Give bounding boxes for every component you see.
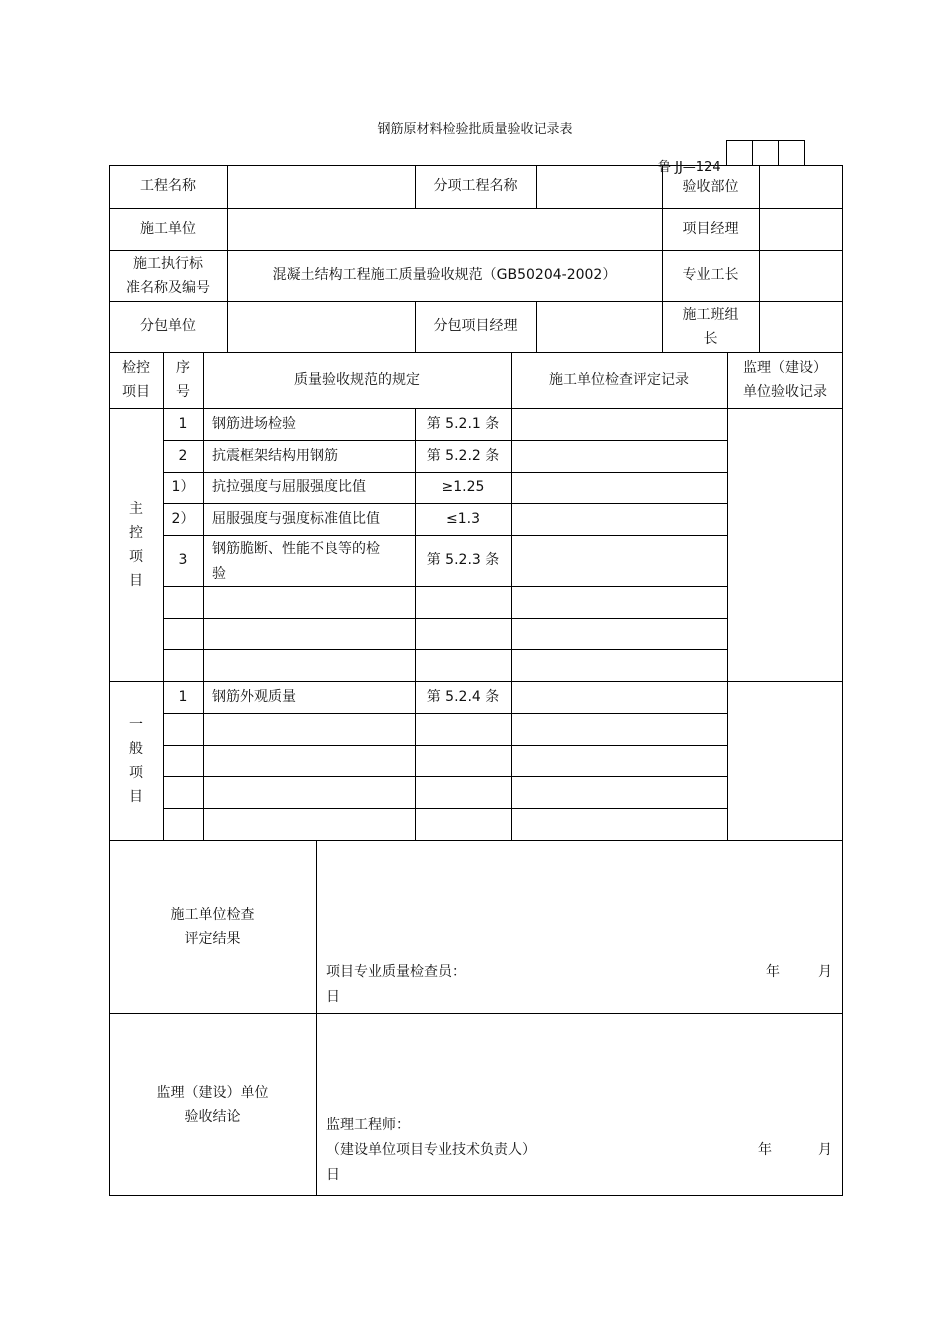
- general-items-label: [109, 681, 163, 840]
- supervisor-result-label: [109, 1013, 316, 1196]
- subcontract-manager-field[interactable]: [536, 301, 662, 352]
- main-row-desc: [212, 537, 412, 587]
- subcontract-manager-label: 分包项目经理: [433, 318, 518, 334]
- constructor-result-line1: 施工单位检查: [170, 906, 255, 923]
- main-row-clause: 第 5.2.3 条: [426, 552, 500, 568]
- general-row-seq: 1: [178, 688, 188, 705]
- main-row-seq: 1: [178, 415, 188, 432]
- team-leader-label: [662, 301, 759, 352]
- main-row-seq: 3: [178, 552, 188, 568]
- number-box[interactable]: [778, 140, 805, 166]
- col-inspect-item-line2: 项目: [122, 384, 150, 400]
- col-seq: [163, 352, 203, 408]
- general-row-desc: 钢筋外观质量: [212, 688, 296, 705]
- sub-project-name-label: 分项工程名称: [433, 178, 518, 194]
- supervisor-result-line2: 验收结论: [184, 1108, 241, 1125]
- project-name-label: 工程名称: [140, 178, 196, 194]
- main-row-seq: 2: [178, 447, 188, 464]
- constructor-result-label: [109, 840, 316, 1013]
- main-row-seq: 1）: [171, 479, 195, 495]
- main-row-desc: 抗震框架结构用钢筋: [212, 447, 338, 464]
- project-manager-label: 项目经理: [682, 220, 739, 237]
- main-row-seq: 2）: [171, 510, 195, 527]
- col-supervisor-record: [727, 352, 843, 408]
- constructor-year: 年: [766, 964, 780, 980]
- number-box[interactable]: [752, 140, 779, 166]
- form-title: 钢筋原材料检验批质量验收记录表: [377, 122, 573, 137]
- col-seq-line2: 号: [176, 384, 190, 400]
- main-items-char: 项: [129, 548, 143, 565]
- professional-foreman-field[interactable]: [759, 250, 843, 301]
- col-supervisor-line1: 监理（建设）: [743, 360, 827, 376]
- project-name-field[interactable]: [227, 165, 415, 208]
- standard-label-line2: 准名称及编号: [126, 279, 210, 296]
- acceptance-part-label: 验收部位: [682, 178, 739, 195]
- supervisor-year: 年: [758, 1142, 772, 1158]
- col-inspect-item-line1: 检控: [122, 360, 150, 376]
- col-spec: 质量验收规范的规定: [294, 371, 420, 388]
- professional-foreman-label: 专业工长: [682, 267, 739, 283]
- construction-unit-field[interactable]: [227, 208, 662, 250]
- main-row-clause: ≥1.25: [441, 479, 485, 495]
- col-constructor-record: 施工单位检查评定记录: [549, 371, 689, 388]
- constructor-day: 日: [326, 989, 340, 1005]
- main-items-char: 控: [129, 524, 143, 541]
- supervisor-result-line1: 监理（建设）单位: [156, 1084, 269, 1101]
- general-items-char: 目: [129, 788, 143, 805]
- acceptance-part-field[interactable]: [759, 165, 843, 208]
- team-leader-line1: 施工班组: [682, 306, 739, 323]
- team-leader-field[interactable]: [759, 301, 843, 352]
- col-inspect-item: [109, 352, 163, 408]
- main-row-desc-line2: 验: [212, 566, 226, 582]
- subcontractor-field[interactable]: [227, 301, 415, 352]
- main-row-clause: 第 5.2.2 条: [426, 447, 500, 464]
- main-row-desc: 钢筋进场检验: [212, 415, 296, 432]
- quality-inspector-label: 项目专业质量检查员：: [326, 964, 466, 980]
- owner-rep-label: （建设单位项目专业技术负责人）: [326, 1142, 536, 1158]
- construction-unit-label: 施工单位: [140, 220, 196, 237]
- main-items-char: 主: [129, 500, 143, 517]
- sub-project-name-field[interactable]: [536, 165, 662, 208]
- supervisor-month: 月: [818, 1142, 832, 1158]
- general-items-char: 项: [129, 764, 143, 781]
- form-number-boxes: [727, 140, 805, 166]
- constructor-month: 月: [818, 964, 832, 980]
- main-items-label: [109, 408, 163, 681]
- general-row-clause: 第 5.2.4 条: [426, 688, 500, 705]
- general-items-char: 一: [129, 716, 143, 733]
- constructor-result-line2: 评定结果: [184, 930, 241, 947]
- number-box[interactable]: [726, 140, 753, 166]
- form-code: 鲁 JJ—124: [658, 160, 721, 175]
- main-row-desc: 屈服强度与强度标准值比值: [212, 510, 380, 527]
- main-items-char: 目: [129, 572, 143, 589]
- main-row-clause: 第 5.2.1 条: [426, 415, 500, 432]
- team-leader-line2: 长: [703, 330, 718, 347]
- supervising-engineer-label: 监理工程师：: [326, 1117, 410, 1133]
- standard-label-line1: 施工执行标: [133, 255, 203, 272]
- main-row-desc-line1: 钢筋脆断、性能不良等的检: [212, 541, 380, 557]
- main-row-desc: 抗拉强度与屈服强度比值: [212, 479, 366, 495]
- col-supervisor-line2: 单位验收记录: [743, 384, 827, 400]
- col-seq-line1: 序: [176, 360, 190, 376]
- supervisor-day: 日: [326, 1167, 340, 1183]
- standard-label: [109, 250, 227, 301]
- main-row-clause: ≤1.3: [446, 510, 480, 527]
- standard-value: 混凝土结构工程施工质量验收规范（GB50204-2002）: [272, 267, 617, 283]
- general-items-char: 般: [129, 740, 143, 757]
- subcontractor-label: 分包单位: [140, 318, 196, 334]
- project-manager-field[interactable]: [759, 208, 843, 250]
